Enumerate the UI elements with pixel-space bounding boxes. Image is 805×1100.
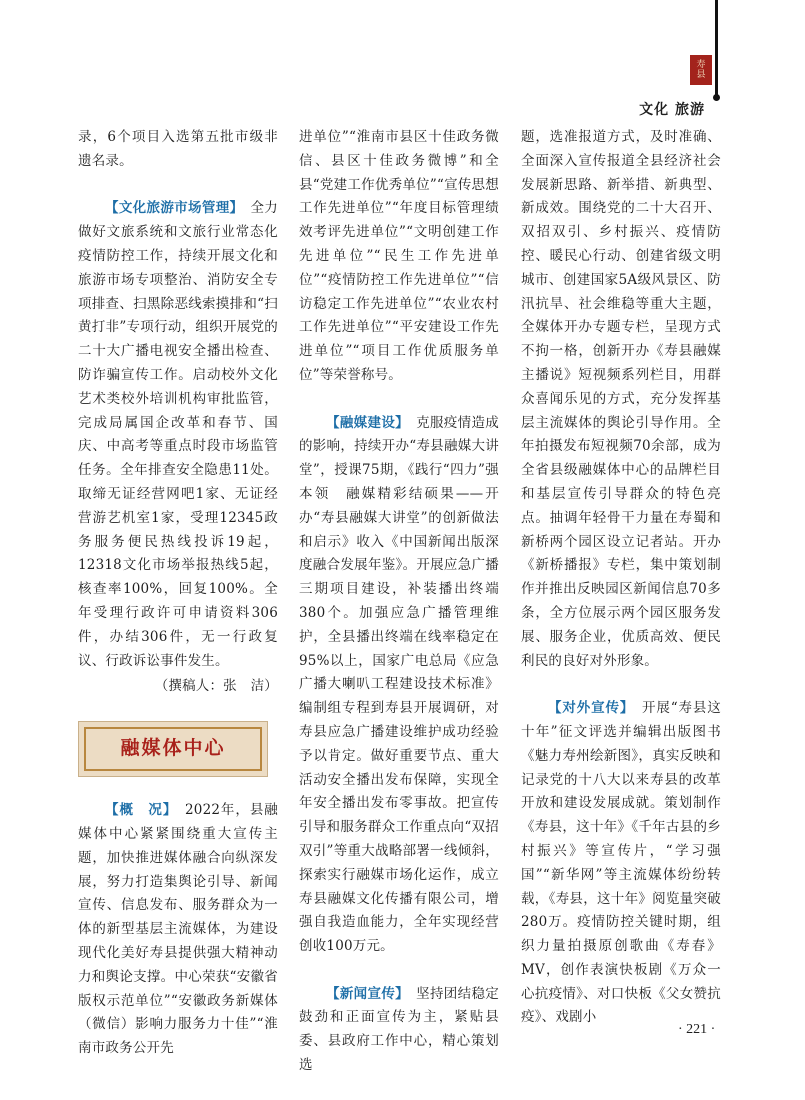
text-news-publicity: 坚持团结稳定鼓劲和正面宣传为主，紧贴县委、县政府工作中心，精心策划选 xyxy=(299,985,500,1074)
logo-char-1: 寿 xyxy=(696,60,706,70)
heading-news-publicity: 【新闻宣传】 xyxy=(326,985,403,1002)
paragraph-continued: 录，6个项目入选第五批市级非遗名录。 xyxy=(78,129,278,169)
yearbook-logo-seal xyxy=(690,55,712,85)
paragraph-external-publicity xyxy=(521,697,721,1030)
section-banner-title: 融媒体中心 xyxy=(120,737,226,760)
header-rule-dot xyxy=(713,94,720,101)
page-number: · 221 · xyxy=(678,1022,716,1037)
heading-market-management: 【文化旅游市场管理】 xyxy=(105,200,237,217)
logo-char-2: 县 xyxy=(696,70,706,80)
section-tag: 文化 旅游 xyxy=(639,102,705,118)
column-left xyxy=(78,126,278,1061)
header-rule xyxy=(715,0,718,98)
paragraph-honors: 进单位”“淮南市县区十佳政务微信、县区十佳政务微博”和全县“党建工作优秀单位”“宣传思想工作先进单位”“年度目标管理绩效考评先进单位”“文明创建工作先进单位”“民生工作先进单位”“疫情防控工作先进单位”“信访稳定工作先进单位”“农业农村工作先进单位”“平安建设工作先进单位”“项目工作优质服务单位”等荣誉称号。 xyxy=(299,129,499,383)
text-external-publicity: 开展“寿县这十年”征文评选并编辑出版图书《魅力寿州绘新图》，真实反映和记录党的十八大以来寿县的改革开放和建设发展成就。策划制作《寿县，这十年》《千年古县的乡村振兴》等宣传片，“学习强国”“新华网”等主流媒体纷纷转载，《寿县，这十年》阅览量突破280万。疫情防控关键时期，组织力量拍摄原创歌曲《寿春》MV，创作表演快板剧《万众一心抗疫情》、对口快板《父女赞抗疫》、戏剧小 xyxy=(521,700,722,1026)
heading-overview: 【概 况】 xyxy=(105,802,171,819)
heading-external-publicity: 【对外宣传】 xyxy=(548,700,628,717)
paragraph-media-building xyxy=(299,412,499,959)
paragraph-market-management xyxy=(78,197,278,673)
byline: （撰稿人：张 洁） xyxy=(154,678,278,695)
text-overview: 2022年，县融媒体中心紧紧围绕重大宣传主题，加快推进媒体融合向纵深发展，努力打造集舆论引导、新闻宣传、信息发布、服务群众为一体的新型基层主流媒体，为建设现代化美好寿县提供强大精神动力和舆论支撑。中心荣获“安徽省版权示范单位”“安徽政务新媒体（微信）影响力服务力十佳”“淮南市政务公开先 xyxy=(78,802,279,1057)
column-right xyxy=(521,126,721,1030)
section-banner xyxy=(78,721,268,777)
column-middle xyxy=(299,126,499,1078)
text-market-management: 全力做好文旅系统和文旅行业常态化疫情防控工作，持续开展文化和旅游市场专项整治、消防安全专项排查、扫黑除恶线索摸排和“扫黄打非”专项行动，组织开展党的二十大广播电视安全播出检查、防诈骗宣传工作。启动校外文化艺术类校外培训机构审批监管，完成局属国企改革和春节、国庆、中高考等重点时段市场监管任务。全年排查安全隐患11处。取缔无证经营网吧1家、无证经营游艺机室1家，受理12345政务服务便民热线投诉19起，12318文化市场举报热线5起，核查率100%，回复100%。全年受理行政许可申请资料306件，办结306件，无一行政复议、行政诉讼事件发生。 xyxy=(78,200,279,669)
text-media-building: 克服疫情造成的影响，持续开办“寿县融媒大讲堂”，授课75期，《践行“四力”强本领 融媒精彩结硕果——开办“寿县融媒大讲堂”的创新做法和启示》收入《中国新闻出版深度融合发展年鉴》。开展应急广播三期项目建设，补装播出终端380个。加强应急广播管理维护，全县播出终端在线率稳定在95%以上，国家广电总局《应急广播大喇叭工程建设技术标准》编制组专程到寿县开展调研，对寿县应急广播建设维护成功经验予以肯定。做好重要节点、重大活动安全播出发布保障，实现全年安全播出发布零事故。把宣传引导和服务群众工作重点向“双招双引”等重大战略部署一线倾斜，探索实行融媒市场化运作，成立寿县融媒文化传播有限公司，增强自我造血能力，全年实现经营创收100万元。 xyxy=(299,414,500,955)
paragraph-overview xyxy=(78,799,278,1061)
heading-media-building: 【融媒建设】 xyxy=(326,414,403,431)
paragraph-news-continued: 题，选准报道方式，及时准确、全面深入宣传报道全县经济社会发展新思路、新举措、新典型、新成效。围绕党的二十大召开、双招双引、乡村振兴、疫情防控、暖民心行动、创建省级文明城市、创建国家5A级风景区、防汛抗旱、社会维稳等重大主题，全媒体开办专题专栏，呈现方式不拘一格，创新开办《寿县融媒主播说》短视频系列栏目，用群众喜闻乐见的方式，充分发挥基层主流媒体的舆论引导作用。全年拍摄发布短视频70余部，成为全省县级融媒体中心的品牌栏目和基层宣传引导群众的特色亮点。抽调年轻骨干力量在寿蜀和新桥两个园区设立记者站。开办《新桥播报》专栏，集中策划制作并推出反映园区新闻信息70多条，全方位展示两个园区服务发展、服务企业，优质高效、便民利民的良好对外形象。 xyxy=(521,129,721,669)
paragraph-news-publicity xyxy=(299,983,499,1078)
